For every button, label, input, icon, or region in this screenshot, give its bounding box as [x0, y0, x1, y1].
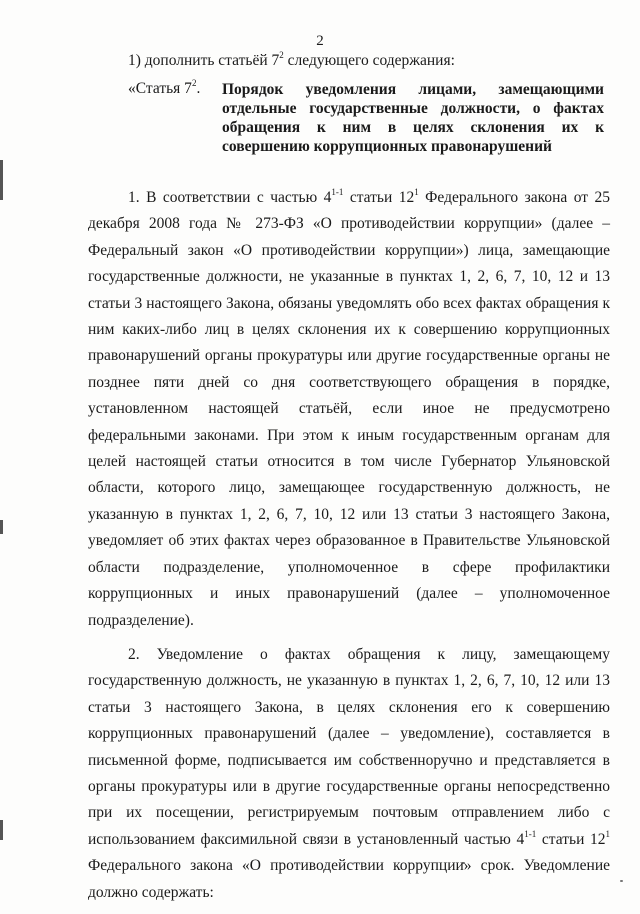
scan-speck [620, 880, 623, 882]
paragraph-1: 1. В соответствии с частью 4$^{1-1}$ статьи $12^1$ Федерального закона от 25 декабря 2008 года № 273-ФЗ «О противодействии коррупции» (далее – Федеральный закон «О противодействии коррупции») лица, замещающие государственные должности, не указанные в пунктах 1, 2, 6, 7, 10, 12 и 13 статьи 3 настоящего Закона, обязаны уведомлять обо всех фактах обращения к ним каких-либо лиц в целях склонения их к совершению коррупционных правонарушений органы прокуратуры или другие государственные органы не позднее пяти дней со дня соответствующего обращения в порядке, установленном настоящей статьёй, если иное не предусмотрено федеральными законами. При этом к иным государственным органам для целей настоящей статьи относится в том числе Губернатор Ульяновской области, которого лицо, замещающее государственную должность, не указанную в пунктах 1, 2, 6, 7, 10, 12 или 13 статьи 3 настоящего Закона, уведомляет об этих фактах через образованное в Правительстве Ульяновской области подразделение, уполномоченное в сфере профилактики коррупционных и иных правонарушений (далее – уполномоченное подразделение). [88, 186, 610, 629]
article-label: «Статья $7^2$. [128, 77, 201, 97]
article-title: Порядок уведомления лицами, замещающими отдельные государственные должности, о фактах обращения к ним в целях склонения их к совершению коррупционных правонарушений [222, 81, 604, 155]
scan-edge-mark [0, 520, 3, 534]
amendment-intro: 1) дополнить статьёй $7^2$ следующего содержания: [128, 49, 455, 69]
scan-edge-mark [0, 820, 3, 840]
paragraph-2: 2. Уведомление о фактах обращения к лицу, замещающему государственную должность, не указанную в пунктах 1, 2, 6, 7, 10, 12 или 13 статьи 3 настоящего Закона, в целях склонения его к совершению коррупционных правонарушений (далее – уведомление), составляется в письменной форме, подписывается им собственноручно и представляется в органы прокуратуры или в другие государственные органы непосредственно при их посещении, регистрируемым почтовым отправлением либо с использованием факсимильной связи в установленный частью 4$^{1-1}$ статьи $12^1$ Федерального закона «О противодействии коррупции» срок. Уведомление должно содержать: [88, 645, 610, 901]
page-number: 2 [316, 33, 324, 49]
article-body [88, 185, 610, 914]
scan-edge-mark [0, 160, 3, 200]
